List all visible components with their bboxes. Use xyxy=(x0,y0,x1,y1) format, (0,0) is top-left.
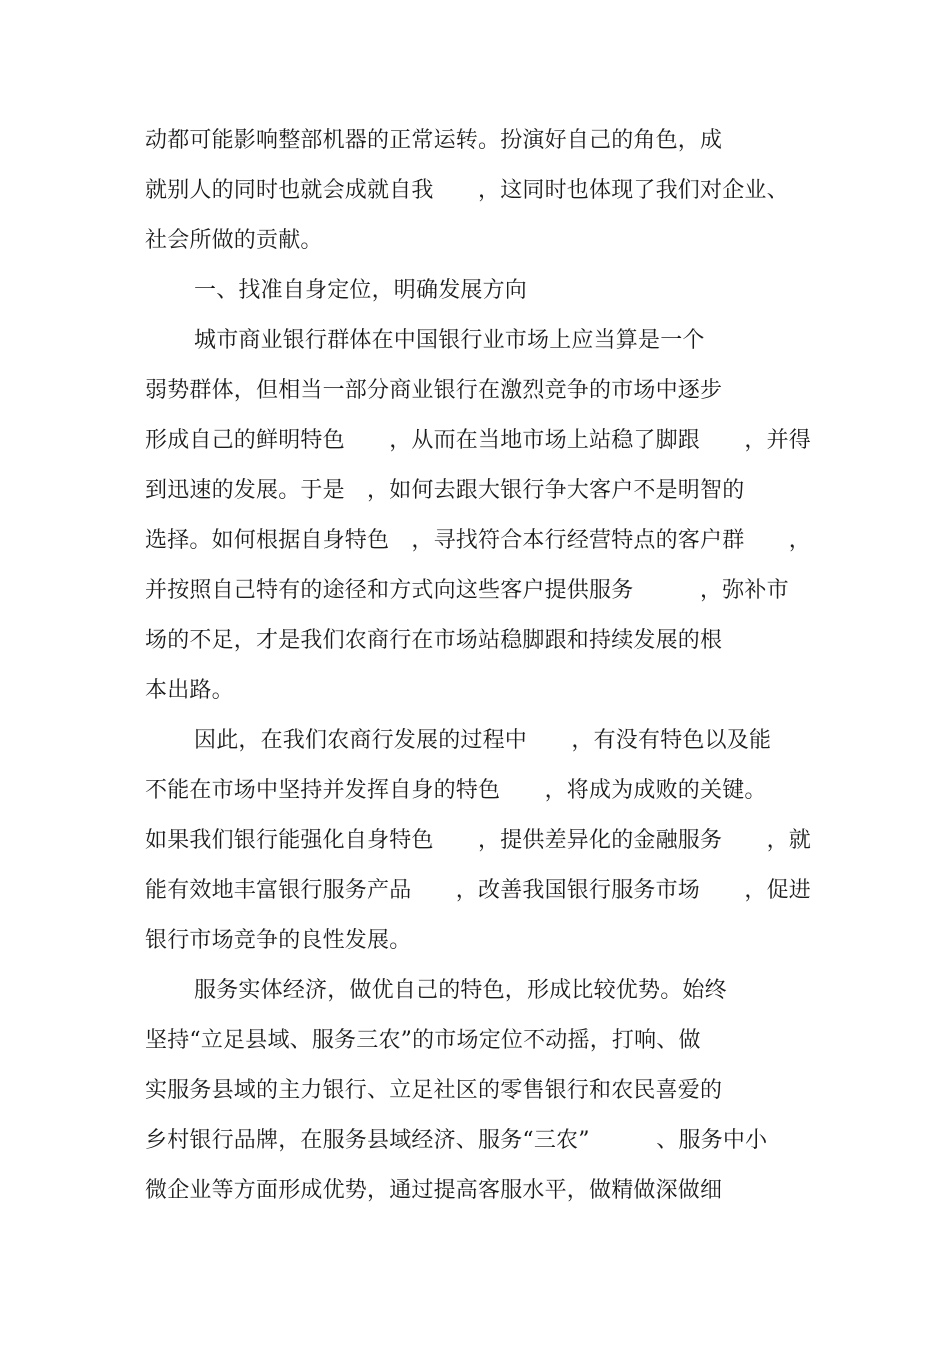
text-line: 形成自己的鲜明特色 ，从而在当地市场上站稳了脚跟 ，并得 xyxy=(145,428,812,453)
text-line: 因此，在我们农商行发展的过程中 ，有没有特色以及能 xyxy=(194,728,772,753)
text-line: 社会所做的贡献。 xyxy=(145,228,323,253)
text-line: 实服务县域的主力银行、立足社区的零售银行和农民喜爱的 xyxy=(145,1078,723,1103)
text-line: 弱势群体，但相当一部分商业银行在激烈竞争的市场中逐步 xyxy=(145,378,723,403)
text-line: 服务实体经济，做优自己的特色，形成比较优势。始终 xyxy=(194,978,727,1003)
text-line: 城市商业银行群体在中国银行业市场上应当算是一个 xyxy=(194,328,705,353)
text-line: 能有效地丰富银行服务产品 ，改善我国银行服务市场 ，促进 xyxy=(145,878,812,903)
section-heading: 一、找准自身定位，明确发展方向 xyxy=(194,278,528,303)
text-line: 就别人的同时也就会成就自我 ，这同时也体现了我们对企业、 xyxy=(145,178,789,203)
text-line: 银行市场竞争的良性发展。 xyxy=(145,928,412,953)
text-line: 乡村银行品牌，在服务县域经济、服务“三农” 、服务中小 xyxy=(145,1128,768,1153)
text-line: 微企业等方面形成优势，通过提高客服水平，做精做深做细 xyxy=(145,1178,723,1203)
text-line: 本出路。 xyxy=(145,678,234,703)
text-line: 并按照自己特有的途径和方式向这些客户提供服务 ，弥补市 xyxy=(145,578,789,603)
text-line: 不能在市场中坚持并发挥自身的特色 ，将成为成败的关键。 xyxy=(145,778,767,803)
text-line: 到迅速的发展。于是 ，如何去跟大银行争大客户不是明智的 xyxy=(145,478,745,503)
text-line: 坚持“立足县域、服务三农”的市场定位不动摇，打响、做 xyxy=(145,1028,701,1053)
text-line: 场的不足，才是我们农商行在市场站稳脚跟和持续发展的根 xyxy=(145,628,723,653)
text-line: 动都可能影响整部机器的正常运转。扮演好自己的角色，成 xyxy=(145,128,723,153)
text-line: 如果我们银行能强化自身特色 ，提供差异化的金融服务 ，就 xyxy=(145,828,812,853)
text-line: 选择。如何根据自身特色 ，寻找符合本行经营特点的客户群 ， xyxy=(145,528,812,553)
